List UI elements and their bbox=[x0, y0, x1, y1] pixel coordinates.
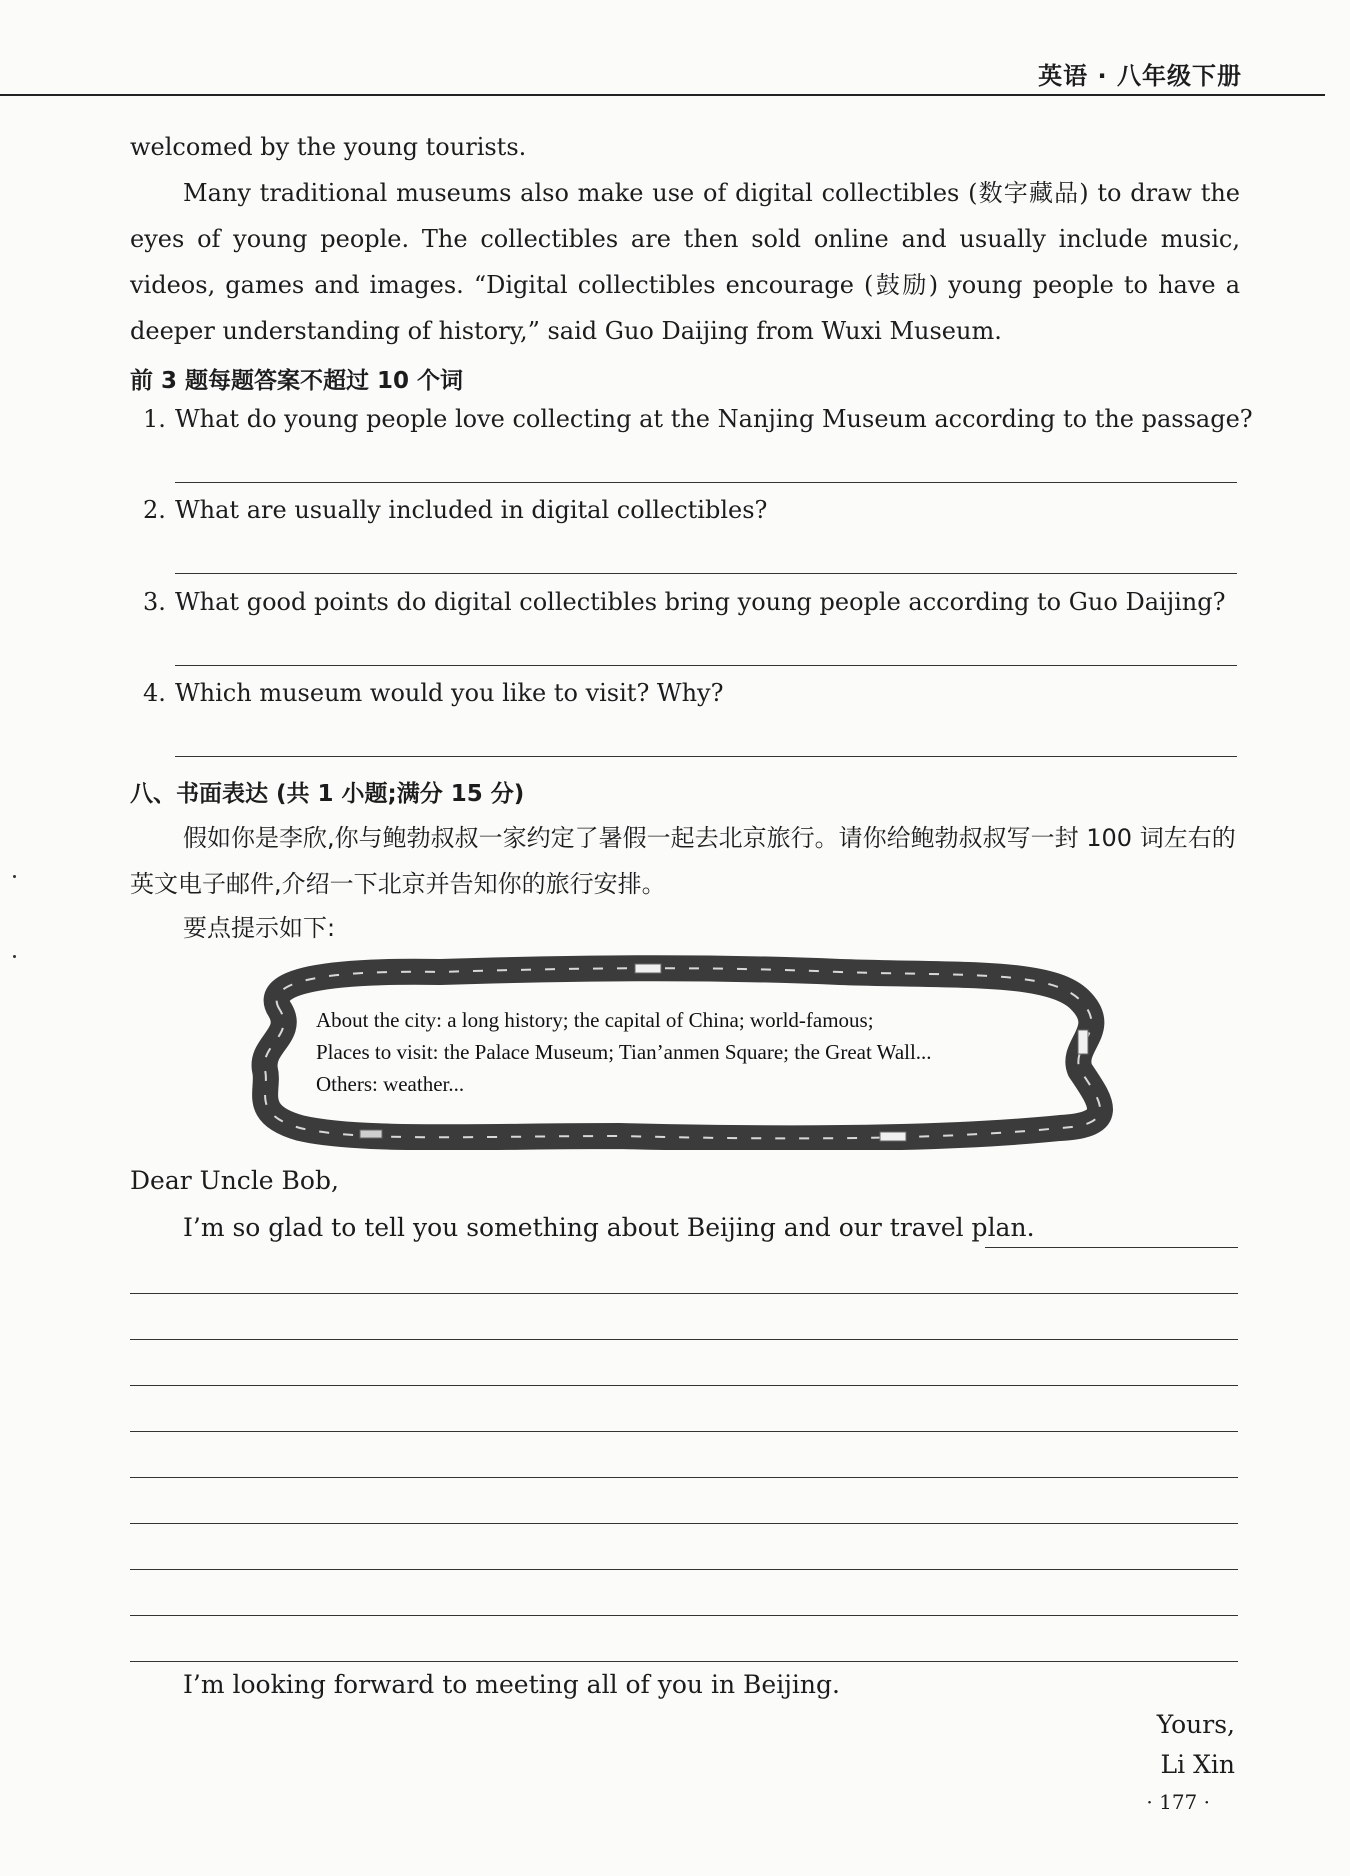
passage-line: welcomed by the young tourists. bbox=[130, 133, 527, 161]
hint-line-3: Others: weather... bbox=[316, 1072, 465, 1096]
writing-line-3[interactable] bbox=[130, 1385, 1238, 1386]
writing-line-7[interactable] bbox=[130, 1569, 1238, 1570]
question-2: 2. What are usually included in digital collectibles? bbox=[143, 496, 768, 524]
question-1: 1. What do young people love collecting at the Nanjing Museum according to the passage? bbox=[143, 405, 1253, 433]
writing-line-9[interactable] bbox=[130, 1661, 1238, 1662]
page-header bbox=[0, 0, 1350, 100]
book-title: 英语 · 八年级下册 bbox=[1038, 62, 1242, 90]
letter-signoff: Yours, bbox=[1156, 1710, 1235, 1739]
writing-section-title: 八、书面表达 (共 1 小题;满分 15 分) bbox=[130, 781, 525, 807]
writing-line-1[interactable] bbox=[130, 1293, 1238, 1294]
margin-mark bbox=[13, 875, 16, 878]
answer-line-2[interactable] bbox=[175, 573, 1237, 574]
passage-paragraph: Many traditional museums also make use of digital collectibles (数字藏品) to draw the eyes of young people. The collectibles are then sold online and usually include music, videos, games and images. “Digital collectibles encourage (鼓励) young people to have a deeper understanding of history,” said Guo Daijing from Wuxi Museum. bbox=[130, 179, 1240, 345]
answer-line-4[interactable] bbox=[175, 756, 1237, 757]
answer-line-1[interactable] bbox=[175, 482, 1237, 483]
hint-label: 要点提示如下: bbox=[183, 914, 336, 942]
question-instruction: 前 3 题每题答案不超过 10 个词 bbox=[130, 368, 464, 394]
writing-line-5[interactable] bbox=[130, 1477, 1238, 1478]
header-rule bbox=[0, 94, 1325, 96]
letter-closing: I’m looking forward to meeting all of you in Beijing. bbox=[183, 1670, 840, 1699]
margin-mark bbox=[13, 955, 16, 958]
answer-line-3[interactable] bbox=[175, 665, 1237, 666]
writing-line-8[interactable] bbox=[130, 1615, 1238, 1616]
letter-greeting: Dear Uncle Bob, bbox=[130, 1166, 339, 1195]
hint-line-2: Places to visit: the Palace Museum; Tian’anmen Square; the Great Wall... bbox=[316, 1040, 932, 1064]
writing-line-6[interactable] bbox=[130, 1523, 1238, 1524]
writing-line-2[interactable] bbox=[130, 1339, 1238, 1340]
writing-line-0[interactable] bbox=[985, 1247, 1238, 1248]
writing-prompt: 假如你是李欣,你与鲍勃叔叔一家约定了暑假一起去北京旅行。请你给鲍勃叔叔写一封 100 词左右的英文电子邮件,介绍一下北京并告知你的旅行安排。 bbox=[130, 824, 1236, 898]
page-number: · 177 · bbox=[1146, 1790, 1210, 1814]
question-4: 4. Which museum would you like to visit? Why? bbox=[143, 679, 724, 707]
letter-opening: I’m so glad to tell you something about Beijing and our travel plan. bbox=[183, 1213, 1035, 1242]
question-3: 3. What good points do digital collectibles bring young people according to Guo Daijing? bbox=[143, 588, 1226, 616]
letter-signature: Li Xin bbox=[1160, 1750, 1235, 1779]
hint-line-1: About the city: a long history; the capital of China; world-famous; bbox=[316, 1008, 874, 1032]
writing-line-4[interactable] bbox=[130, 1431, 1238, 1432]
